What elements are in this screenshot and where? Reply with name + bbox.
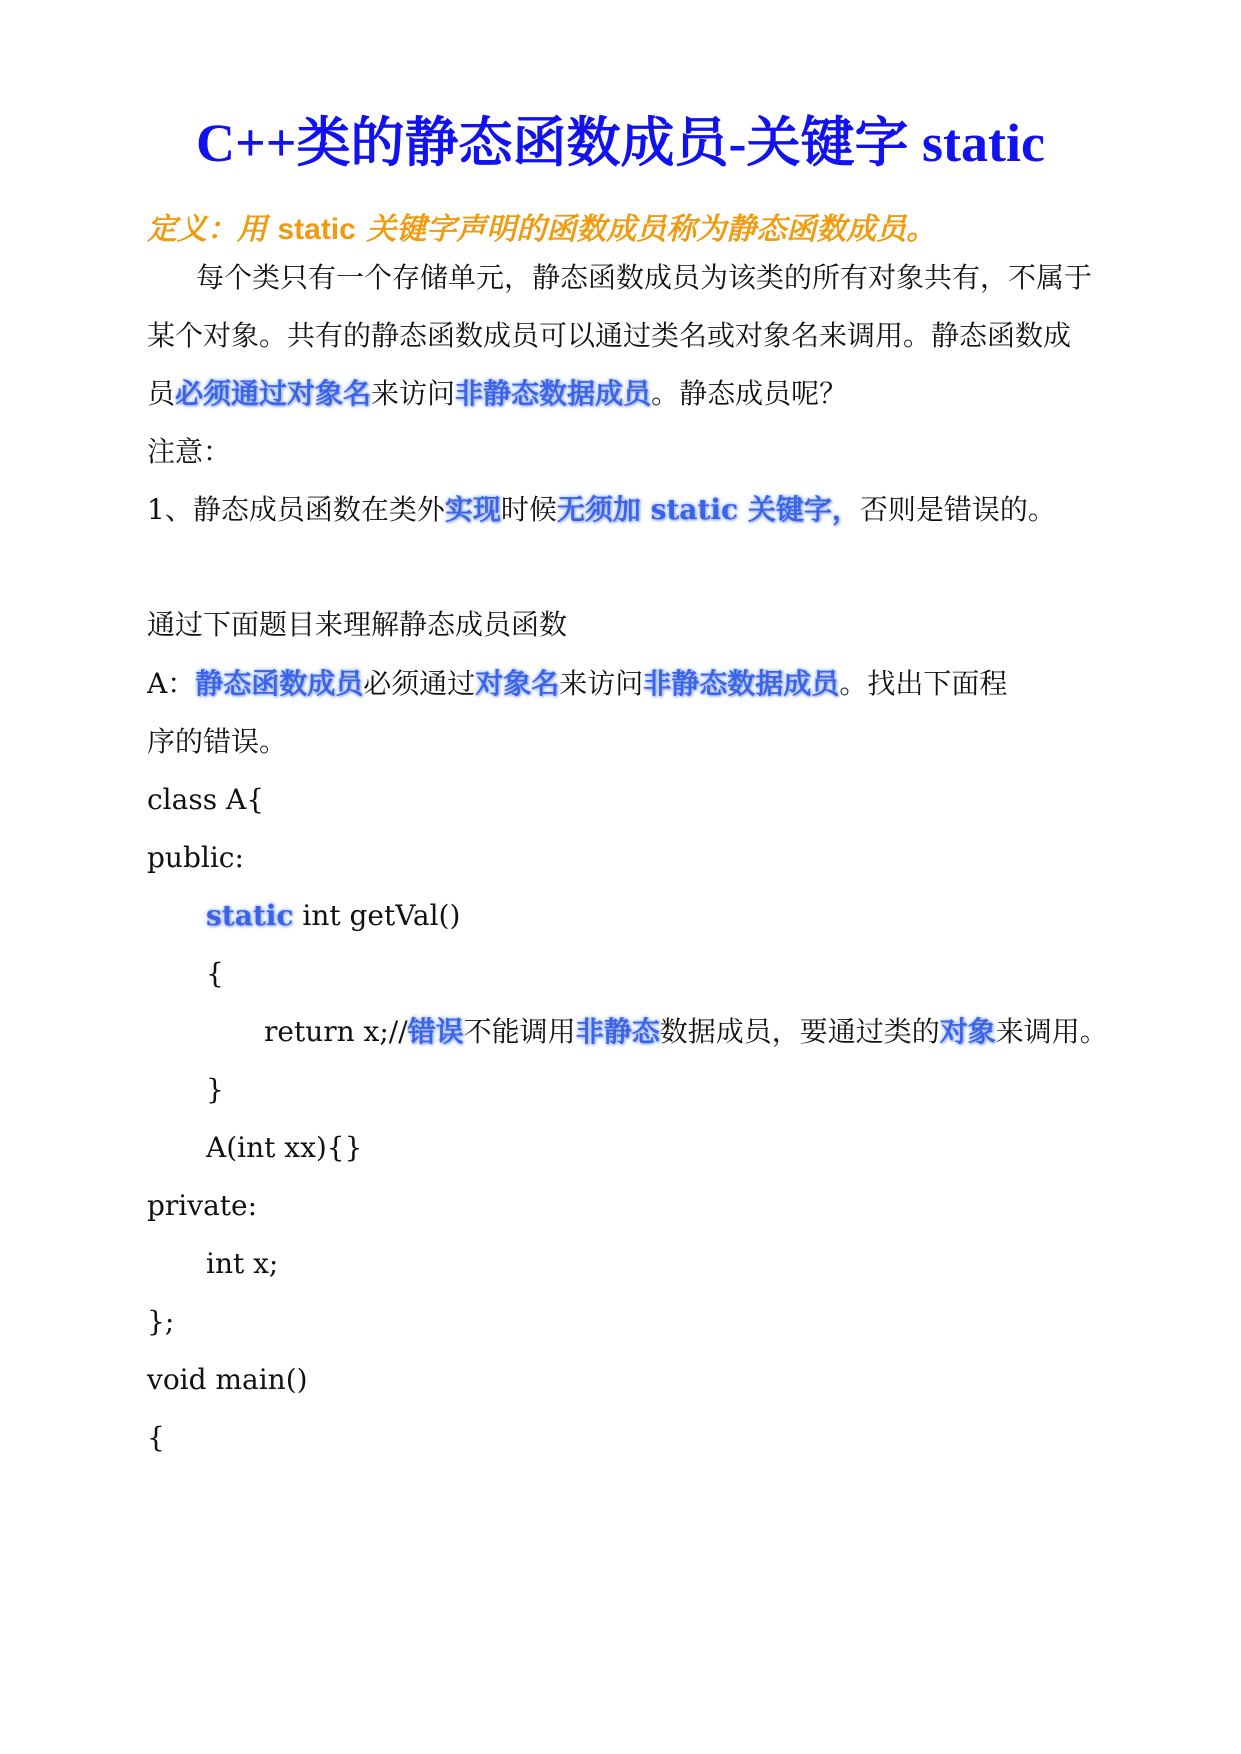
document-title: C++类的静态函数成员-关键字 static [196, 113, 1045, 173]
para1-text-c: 。静态成员呢？ [651, 377, 848, 410]
note1-text-a: 1、静态成员函数在类外 [147, 493, 445, 526]
highlight-object: 对象 [939, 1015, 996, 1048]
definition-line [147, 210, 936, 250]
highlight-error: 错误 [407, 1015, 464, 1048]
para1-line1: 每个类只有一个存储单元，静态函数成员为该类的所有对象共有，不属于 [196, 261, 1093, 294]
code-l5-b: 不能调用 [463, 1015, 576, 1048]
question-text-c: 来访问 [559, 667, 644, 700]
code-line-7: A(int xx){} [206, 1131, 363, 1164]
para1-text-a: 员 [147, 377, 176, 410]
highlight-static-member: 静态函数成员 [195, 667, 364, 700]
code-l5-d: 来调用。 [995, 1015, 1108, 1048]
question-line1 [147, 664, 1007, 704]
para1-line3 [147, 374, 847, 414]
highlight-non-static: 非静态 [575, 1015, 660, 1048]
question-text-a: A： [147, 667, 196, 700]
code-line-12: { [147, 1421, 165, 1454]
code-line-5 [264, 1012, 1108, 1052]
note-item-1 [147, 490, 1056, 530]
intro-line: 通过下面题目来理解静态成员函数 [147, 608, 568, 641]
question-line2: 序的错误。 [147, 725, 288, 758]
code-line-2: public: [147, 841, 244, 874]
code-static-keyword: static [206, 899, 294, 932]
code-line-9: int x; [206, 1247, 279, 1280]
code-l5-c: 数据成员，要通过类的 [659, 1015, 940, 1048]
para1-line2: 某个对象。共有的静态函数成员可以通过类名或对象名来调用。静态函数成 [147, 319, 1072, 352]
highlight-non-static-data: 非静态数据成员 [455, 377, 652, 410]
question-text-b: 必须通过 [363, 667, 476, 700]
code-line-3 [206, 896, 460, 936]
code-line-4: { [206, 957, 224, 990]
code-line-1: class A{ [147, 783, 265, 816]
definition-text-2: 关键字声明的函数成员称为静态函数成员。 [366, 212, 937, 247]
code-line-8: private: [147, 1189, 258, 1222]
note1-text-b: 时候 [500, 493, 557, 526]
definition-keyword: static [277, 213, 356, 246]
code-line-11: void main() [147, 1363, 308, 1396]
question-text-d: 。找出下面程 [839, 667, 1008, 700]
para1-text-b: 来访问 [371, 377, 456, 410]
code-line-6: } [206, 1073, 224, 1106]
highlight-must-via-object: 必须通过对象名 [175, 377, 372, 410]
code-line-10: }; [147, 1305, 175, 1338]
highlight-object-name: 对象名 [475, 667, 560, 700]
highlight-implement: 实现 [444, 493, 501, 526]
code-l5-a: return x;// [264, 1015, 408, 1048]
highlight-no-static: 无须加 static 关键字， [556, 493, 860, 526]
note-label: 注意： [147, 435, 232, 468]
note1-text-c: 否则是错误的。 [859, 493, 1056, 526]
code-line-3-rest: int getVal() [293, 899, 461, 932]
definition-text-1: 定义：用 [147, 212, 267, 247]
highlight-non-static-member: 非静态数据成员 [643, 667, 840, 700]
